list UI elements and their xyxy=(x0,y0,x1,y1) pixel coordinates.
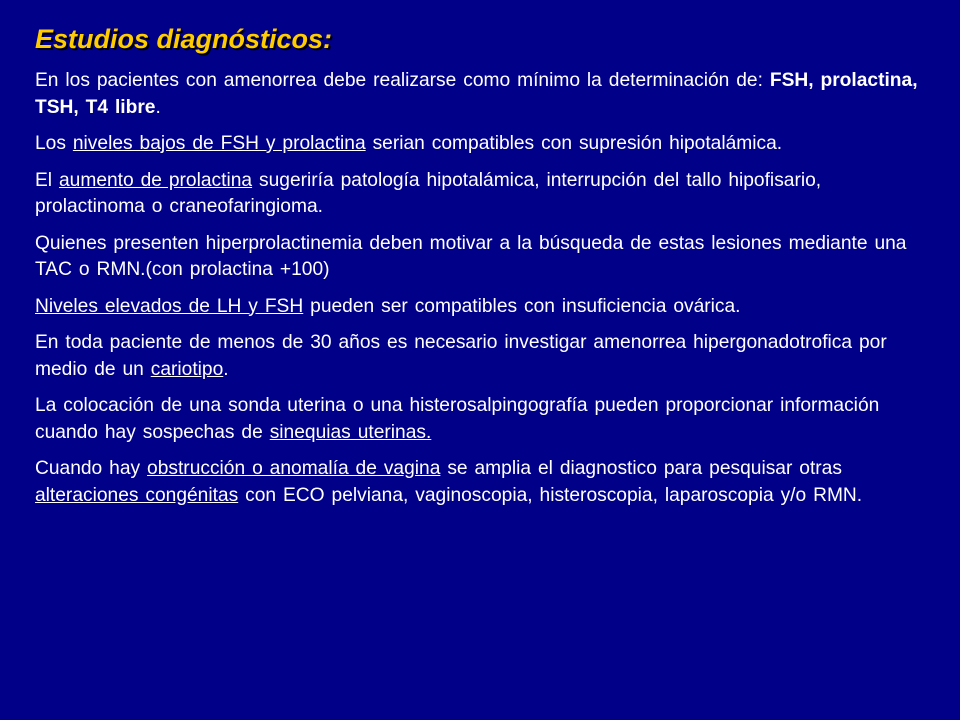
text: pueden ser compatibles con insuficiencia ovárica. xyxy=(310,295,741,317)
paragraph-uterine-probe xyxy=(35,393,930,446)
text: . xyxy=(223,358,229,380)
bold-hormone-list: FSH, prolactina, TSH, T4 libre xyxy=(35,70,918,118)
underlined-term: alteraciones congénitas xyxy=(35,484,239,506)
underlined-term: niveles bajos de FSH y prolactina xyxy=(72,133,366,154)
paragraph-high-prolactin xyxy=(35,168,930,221)
text: sugeriría patología hipotalámica, interrupción del tallo hipofisario, prolactinoma o craneofaringioma. xyxy=(35,169,822,217)
text: La colocación de una sonda uterina o una histerosalpingografía pueden proporcionar información cuando hay sospechas de xyxy=(35,395,880,443)
paragraph-minimum-tests xyxy=(35,68,930,121)
text: En toda paciente de menos de 30 años es necesario investigar amenorrea hipergonadotrofica por medio de un xyxy=(35,332,887,380)
underlined-term: obstrucción o anomalía de vagina xyxy=(147,458,441,479)
text: . xyxy=(155,96,161,118)
underlined-term: sinequias uterinas. xyxy=(269,421,432,443)
slide-title: Estudios diagnósticos: xyxy=(35,24,333,54)
paragraph-vaginal-obstruction xyxy=(35,456,930,509)
paragraph-hyperprolactinemia xyxy=(35,231,930,284)
text: serian compatibles con supresión hipotalámica. xyxy=(372,133,783,154)
text: El xyxy=(35,169,53,191)
paragraph-low-fsh-prolactin xyxy=(35,131,930,158)
underlined-term: cariotipo xyxy=(150,358,224,380)
underlined-term: aumento de prolactina xyxy=(59,169,253,191)
text: se amplia el diagnostico para pesquisar otras xyxy=(447,458,842,479)
text: Los xyxy=(35,133,66,154)
text: con ECO pelviana, vaginoscopia, histeroscopia, laparoscopia y/o RMN. xyxy=(245,484,863,506)
paragraph-karyotype xyxy=(35,330,930,383)
text: En los pacientes con amenorrea debe realizarse como mínimo la determinación de: xyxy=(35,70,763,91)
text: Quienes presenten hiperprolactinemia deben motivar a la búsqueda de estas lesiones mediante una TAC o RMN.(con prolactina +100) xyxy=(35,232,907,280)
text: Cuando hay xyxy=(35,458,141,479)
underlined-term: Niveles elevados de LH y FSH xyxy=(35,295,304,317)
paragraph-high-lh-fsh xyxy=(35,294,930,321)
